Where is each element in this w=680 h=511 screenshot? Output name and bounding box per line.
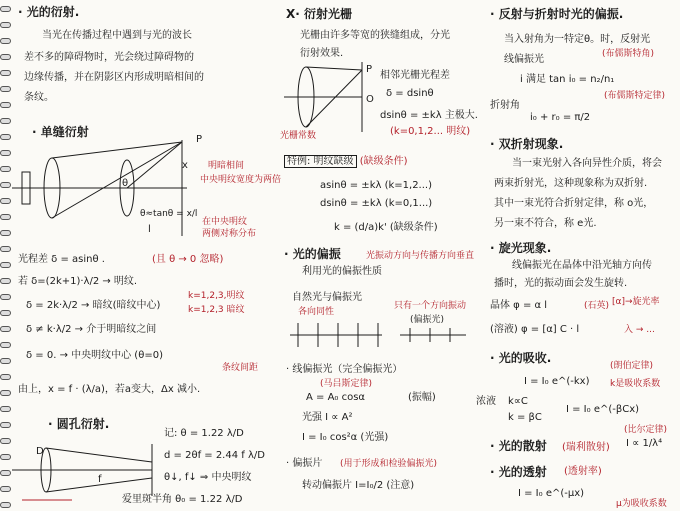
optical-rotation-title: · 旋光现象. (490, 241, 552, 255)
rayleigh-note: (瑞利散射) (562, 442, 610, 453)
binding-ring (0, 38, 11, 44)
binding-ring (0, 422, 11, 428)
binding-ring (0, 486, 11, 492)
single-slit-diagram (12, 140, 192, 240)
circular-eq-1: 记: θ = 1.22 λ/D (164, 428, 244, 439)
amplitude-eq: A = A₀ cosα (306, 392, 366, 403)
grating-eq-label: 相邻光栅光程差 (380, 70, 450, 81)
binding-ring (0, 390, 11, 396)
intro-line-3: 边缘传播，并在阴影区内形成明暗相间的 (24, 72, 204, 83)
grating-label-p: P (366, 64, 373, 75)
circular-eq-2: d = 2θf = 2.44 f λ/D (164, 450, 265, 461)
beer-law: I = I₀ e^(-βCx) (566, 404, 640, 415)
grating-constant-note: 光栅常数 (280, 131, 317, 141)
grating-title: X· 衍射光栅 (286, 7, 352, 21)
binding-ring (0, 278, 11, 284)
diagram-label-x: x (182, 160, 188, 171)
binding-ring (0, 198, 11, 204)
red-fringe-spacing: 条纹间距 (222, 363, 259, 373)
lambert-law: I = I₀ e^(-kx) (524, 376, 590, 387)
path-difference: 光程差 δ = asinθ . (18, 254, 105, 265)
binding-ring (0, 502, 11, 508)
amplitude-label: (振幅) (408, 392, 436, 403)
natural-light-title: 自然光与偏振光 (292, 292, 362, 303)
airy-disk-formula: 爱里斑半角 θ₀ = 1.22 λ/D (122, 494, 243, 505)
circular-hole-title: · 圆孔衍射. (48, 417, 110, 431)
column-right (476, 0, 678, 511)
polarizer-note: (用于形成和检验偏振光) (340, 459, 438, 469)
binding-ring (0, 22, 11, 28)
binding-ring (0, 310, 11, 316)
binding-ring (0, 182, 11, 188)
reflection-title: · 反射与折射时光的偏振. (490, 7, 624, 21)
diagram-label-l: l (148, 224, 151, 235)
section-title-diffraction: · 光的衍射. (18, 5, 80, 19)
binding-ring (0, 438, 11, 444)
optical-rotation-line-1: 线偏振光在晶体中沿光轴方向传 (512, 260, 652, 271)
red-note-1: 明暗相间 (208, 161, 245, 171)
linear-polarization-note: (马吕斯定律) (320, 379, 373, 389)
missing-order-eq-1: asinθ = ±kλ (k=1,2...) (320, 180, 432, 191)
binding-ring (0, 454, 11, 460)
grating-main-max: dsinθ = ±kλ 主极大. (380, 110, 478, 121)
lambert-law-note: (朗伯定律) (610, 361, 654, 371)
binding-ring (0, 230, 11, 236)
binding-ring (0, 406, 11, 412)
grating-label-o: O (366, 94, 374, 105)
linear-polarization-title: · 线偏振光（完全偏振光） (286, 364, 403, 375)
binding-ring (0, 470, 11, 476)
label-f: f (98, 474, 102, 485)
optical-rotation-line-2: 播时，光的振动面会发生旋转. (494, 278, 628, 289)
single-slit-title: · 单缝衍射 (32, 125, 89, 139)
result-line: 由上，x = f · (λ/a)，若a变大，Δx 减小. (18, 384, 201, 395)
circular-eq-3: θ↓, f↓ ⇒ 中央明纹 (164, 472, 252, 483)
red-note-2: 中央明纹宽度为两倍 (200, 175, 282, 185)
notebook-binding (0, 0, 10, 511)
refraction-angle: 折射角 (490, 100, 520, 111)
grating-eq: δ = dsinθ (386, 88, 434, 99)
red-note-4: 两侧对称分布 (202, 229, 257, 239)
intro-line-1: 当光在传播过程中遇到与光的波长 (42, 30, 192, 41)
binding-ring (0, 54, 11, 60)
red-k-dark: k=1,2,3 暗纹 (188, 305, 245, 315)
polarizer-rotation: 转动偏振片 I=I₀/2 (注意) (302, 480, 415, 491)
binding-ring (0, 342, 11, 348)
birefringence-line-4: 另一束不符合，称 e光. (494, 218, 597, 229)
birefringence-line-2: 两束折射光，这种现象称为双折射. (494, 178, 648, 189)
crystal-rotation-eq: 晶体 φ = α l (490, 300, 548, 311)
condition-row-1: 若 δ=(2k+1)·λ/2 → 明纹. (18, 276, 138, 287)
polarization-arrows (290, 320, 470, 350)
binding-ring (0, 134, 11, 140)
solution-rotation-eq: (溶液) φ = [α] C · l (490, 324, 580, 335)
brewster-line-1: 当入射角为一特定θ。时，反射光 (504, 34, 651, 45)
binding-ring (0, 326, 11, 332)
binding-ring (0, 166, 11, 172)
binding-ring (0, 102, 11, 108)
missing-order-title (284, 156, 408, 168)
diagram-label-p: P (196, 134, 203, 145)
condition-row-3: δ ≠ k·λ/2 → 介于明暗纹之间 (26, 324, 157, 335)
diagram-label-theta: θ (122, 178, 129, 189)
grating-intro-1: 光栅由许多等宽的狭缝组成，分光 (300, 30, 450, 41)
polarization-note: 光振动方向与传播方向垂直 (366, 251, 475, 261)
missing-order-label: 特例: 明纹缺级 (284, 155, 357, 168)
small-angle-formula: θ≈tanθ = x/l (140, 209, 198, 219)
polarization-title: · 光的偏振 (284, 247, 341, 261)
missing-order-eq-2: dsinθ = ±kλ (k=0,1...) (320, 198, 433, 209)
missing-order-eq-3: k = (d/a)k' (缺级条件) (334, 222, 438, 233)
column-left (12, 0, 282, 511)
binding-ring (0, 6, 11, 12)
binding-ring (0, 86, 11, 92)
binding-ring (0, 294, 11, 300)
birefringence-line-1: 当一束光射入各向异性介质，将会 (512, 158, 662, 169)
rotation-side-note: 入 → ... (624, 325, 655, 335)
binding-ring (0, 358, 11, 364)
scattering-title: · 光的散射 (490, 439, 547, 453)
absorption-coefficient-note: k是吸收系数 (610, 379, 661, 389)
crystal-rotation-note: (石英) (584, 301, 610, 311)
binding-ring (0, 150, 11, 156)
beer-law-note: (比尔定律) (624, 425, 668, 435)
natural-light-note: 各向同性 (298, 307, 335, 317)
binding-ring (0, 262, 11, 268)
binding-ring (0, 374, 11, 380)
binding-ring (0, 214, 11, 220)
binding-ring (0, 246, 11, 252)
label-d: D (36, 446, 44, 457)
rayleigh-law: I ∝ 1/λ⁴ (626, 438, 663, 449)
birefringence-line-3: 其中一束光符合折射定律，称 o光， (494, 198, 654, 209)
path-note: (且 θ → 0 忽略) (152, 254, 224, 265)
binding-ring (0, 70, 11, 76)
grating-diagram (284, 62, 364, 132)
brewster-law: i 满足 tan i₀ = n₂/n₁ (520, 74, 615, 85)
brewster-angle-note: (布儒斯特角) (602, 49, 655, 59)
polarization-line: 利用光的偏振性质 (302, 266, 382, 277)
transmission-note: (透射率) (564, 466, 602, 477)
red-note-3: 在中央明纹 (202, 217, 248, 227)
binding-ring (0, 118, 11, 124)
natural-light-caption: (偏振光) (410, 315, 445, 325)
red-k-bright: k=1,2,3,明纹 (188, 291, 245, 301)
polarizer-title: · 偏振片 (286, 458, 323, 469)
beer-proportion: k∝C (508, 396, 528, 407)
brewster-line-2: 线偏振光 (504, 54, 544, 65)
intro-line-2: 差不多的障碍物时，光会绕过障碍物的 (24, 52, 194, 63)
column-middle (280, 0, 478, 511)
transmission-law: I = I₀ e^(-μx) (518, 488, 585, 499)
missing-order-note: (缺级条件) (359, 156, 408, 167)
condition-row-2: δ = 2k·λ/2 → 暗纹(暗纹中心) (26, 300, 161, 311)
birefringence-title: · 双折射现象. (490, 137, 564, 151)
solution-label: 浓液 (476, 396, 496, 407)
natural-light-note-2: 只有一个方向振动 (394, 301, 467, 311)
grating-intro-2: 衍射效果. (300, 48, 344, 59)
absorption-title: · 光的吸收. (490, 351, 552, 365)
malus-law: I = I₀ cos²α (光强) (302, 432, 389, 443)
intensity-proportion: 光强 I ∝ A² (302, 412, 353, 423)
specific-rotation-note: [α]→旋光率 (612, 297, 660, 307)
transmission-coefficient-note: μ为吸收系数 (616, 499, 667, 509)
brewster-sum: i₀ + r₀ = π/2 (530, 112, 591, 123)
grating-main-note: (k=0,1,2... 明纹) (390, 126, 471, 137)
condition-row-4: δ = 0. → 中央明纹中心 (θ=0) (26, 350, 163, 361)
transmission-title: · 光的透射 (490, 465, 547, 479)
brewster-law-note: (布儒斯特定律) (604, 91, 666, 101)
intro-line-4: 条纹。 (24, 92, 54, 103)
beer-coefficient: k = βC (508, 412, 542, 423)
